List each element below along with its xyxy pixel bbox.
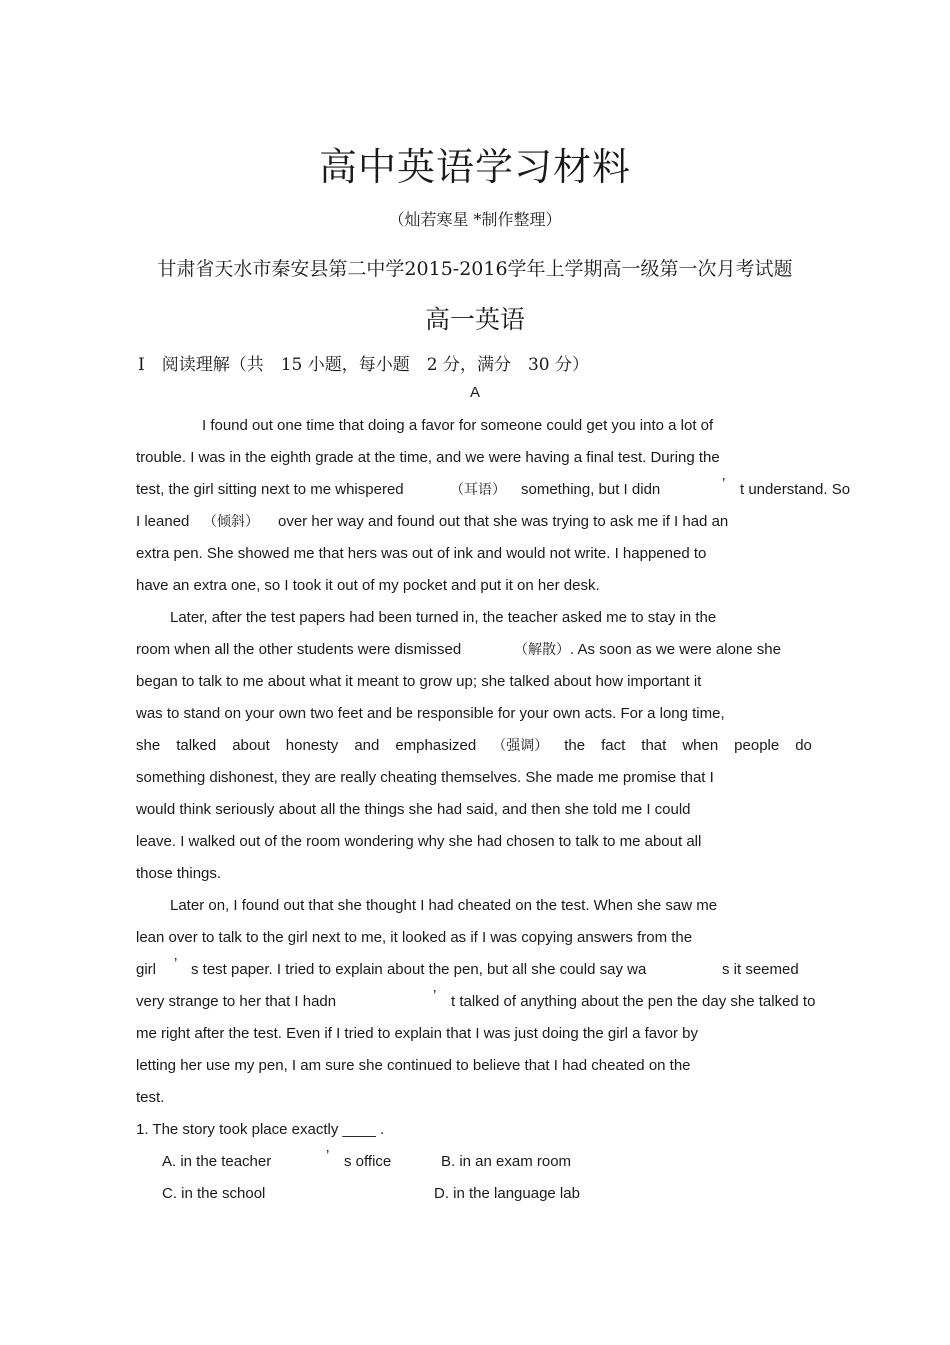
passage-line: trouble. I was in the eighth grade at the time, and we were having a final test. During the [136, 449, 720, 466]
passage-line: would think seriously about all the things she had said, and then she told me I could [136, 801, 691, 818]
passage-line: very strange to her that I hadn [136, 993, 337, 1010]
word: people [734, 737, 780, 754]
exam-title: 甘肃省天水市秦安县第二中学2015-2016学年上学期高一级第一次月考试题 [157, 258, 793, 280]
passage-line-justified [136, 736, 812, 756]
gloss-annotation: （解散） [514, 642, 570, 658]
passage-line: me right after the test. Even if I tried to explain that I was just doing the girl a favor by [136, 1025, 698, 1042]
passage-line: Later, after the test papers had been turned in, the teacher asked me to stay in the [170, 609, 717, 626]
passage-line: test, the girl sitting next to me whispered [136, 481, 404, 498]
credit-line: （灿若寒星 *制作整理） [388, 210, 562, 229]
passage-line: something dishonest, they are really cheating themselves. She made me promise that I [136, 769, 714, 786]
passage-line: have an extra one, so I took it out of my pocket and put it on her desk. [136, 577, 600, 594]
option-b: B. in an exam room [441, 1153, 572, 1170]
option-c: C. in the school [162, 1185, 266, 1202]
passage-line: girl [136, 961, 157, 978]
passage-line: lean over to talk to the girl next to me, it looked as if I was copying answers from the [136, 929, 693, 946]
passage-line: those things. [136, 865, 222, 882]
passage-line: s test paper. I tried to explain about the pen, but all she could say wa [191, 961, 647, 978]
word: she [136, 737, 161, 754]
question-stem: 1. The story took place exactly ____ . [136, 1121, 385, 1138]
passage-line: something, but I didn [521, 481, 661, 498]
section-heading: Ⅰ 阅读理解（共 15 小题，每小题 2 分，满分 30 分） [138, 355, 590, 375]
word: fact [601, 737, 626, 754]
apostrophe: ’ [433, 987, 437, 1004]
apostrophe: ’ [722, 475, 726, 492]
word: when [682, 737, 719, 754]
passage-line: t understand. So [740, 481, 851, 498]
option-d: D. in the language lab [434, 1185, 580, 1202]
gloss-annotation: （强调） [492, 738, 549, 754]
subject-heading: 高一英语 [424, 305, 525, 334]
passage-line: test. [136, 1089, 165, 1106]
option-a: A. in the teacher [162, 1153, 272, 1170]
passage-line: began to talk to me about what it meant to grow up; she talked about how important it [136, 673, 702, 690]
passage-line: . As soon as we were alone she [570, 641, 781, 658]
passage-label: A [469, 384, 480, 401]
gloss-annotation: （倾斜） [203, 514, 259, 530]
word: talked [176, 737, 217, 754]
apostrophe: ’ [326, 1147, 330, 1164]
word: emphasized [395, 737, 477, 754]
passage-line: letting her use my pen, I am sure she continued to believe that I had cheated on the [136, 1057, 691, 1074]
word: honesty [285, 737, 339, 754]
apostrophe: ’ [174, 955, 178, 972]
passage-line: over her way and found out that she was trying to ask me if I had an [278, 513, 729, 530]
passage-line: Later on, I found out that she thought I had cheated on the test. When she saw me [170, 897, 718, 914]
passage-line: extra pen. She showed me that hers was out of ink and would not write. I happened to [136, 545, 707, 562]
word: and [354, 737, 380, 754]
word: the [564, 737, 586, 754]
gloss-annotation: （耳语） [450, 482, 506, 498]
option-a-cont: s office [344, 1153, 392, 1170]
word: about [232, 737, 270, 754]
document-title: 高中英语学习材料 [318, 145, 631, 189]
passage-line: leave. I walked out of the room wondering why she had chosen to talk to me about all [136, 833, 702, 850]
word: do [795, 737, 812, 754]
passage-line: s it seemed [722, 961, 799, 978]
word: that [641, 737, 667, 754]
passage-line: was to stand on your own two feet and be responsible for your own acts. For a long time, [136, 705, 725, 722]
passage-line: I leaned [136, 513, 190, 530]
passage-line: t talked of anything about the pen the day she talked to [451, 993, 816, 1010]
passage-line: I found out one time that doing a favor for someone could get you into a lot of [202, 417, 714, 434]
passage-line: room when all the other students were dismissed [136, 641, 462, 658]
